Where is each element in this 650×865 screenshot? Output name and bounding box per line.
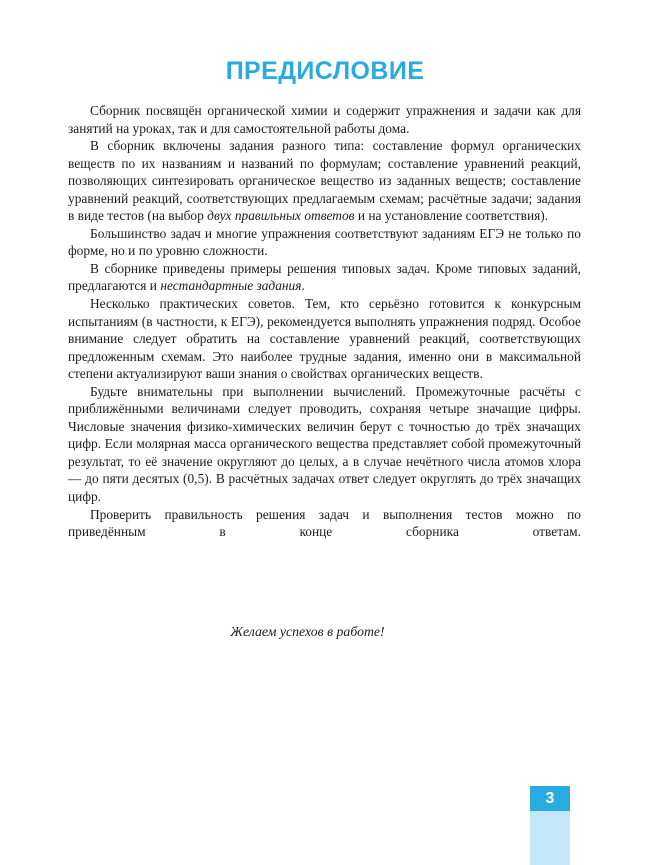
closing-wish-line: Желаем успехов в работе! (230, 624, 385, 639)
page-title: ПРЕДИСЛОВИЕ (225, 57, 425, 85)
page-number-tab (530, 786, 570, 811)
paragraph-2-lead: В сборник включены задания разного типа: составление формул органических веществ по их названиям и названий по формулам; составление уравнений реакций, позволяющих синтезировать органическое вещество из заданных веществ; составление уравнений реакций, соответствующих предлагаемым схемам; расчётные задачи; задания в виде тестов (на выбор (68, 138, 581, 224)
paragraph-3-text: Большинство задач и многие упражнения соответствуют заданиям ЕГЭ не только по форме, но и по уровню сложности. (68, 225, 581, 259)
paragraph-7-text: Проверить правильность решения задач и выполнения тестов можно по приведённым в конце сборника ответам. (68, 506, 581, 540)
paragraph-4 (68, 260, 581, 295)
paragraph-6 (68, 383, 581, 506)
paragraph-4-emphasis: нестандартные задания (160, 278, 302, 294)
paragraph-7 (68, 506, 581, 541)
paragraph-3 (68, 225, 581, 260)
page-marker-bar (530, 811, 570, 865)
paragraph-6-text: Будьте внимательны при выполнении вычислений. Промежуточные расчёты с приближёнными величинами следует проводить, сохраняя четыре значащие цифры. Числовые значения физико-химических величин берут с точностью до трёх значащих цифр. Если молярная масса органического вещества представляет собой промежуточный результат, то её значение округляют до целых, а в случае нечётного числа атомов хлора — до пяти десятых (0,5). В расчётных задачах ответ следует округлять до трёх значащих цифр. (68, 383, 581, 505)
paragraph-4-tail: . (301, 278, 305, 294)
page-number-marker (530, 786, 570, 865)
paragraph-5 (68, 295, 581, 383)
body-text-block (68, 102, 581, 541)
paragraph-5-text: Несколько практических советов. Тем, кто серьёзно готовится к конкурсным испытаниям (в частности, к ЕГЭ), рекомендуется выполнять упражнения подряд. Особое внимание следует обратить на составление уравнений реакций, соответствующих предложенным схемам. Это наиболее трудные задания, именно они в максимальной степени актуализируют ваши знания о свойствах органических веществ. (68, 296, 581, 382)
paragraph-1-text: Сборник посвящён органической химии и содержит упражнения и задачи как для занятий на уроках, так и для самостоятельной работы дома. (68, 103, 581, 136)
page-number-label: 3 (545, 789, 555, 807)
paragraph-1 (68, 102, 581, 137)
paragraph-2 (68, 137, 581, 225)
paragraph-4-lead: В сборнике приведены примеры решения типовых задач. Кроме типовых заданий, предлагаются и (68, 260, 581, 294)
paragraph-2-tail: и на установление соответствия). (354, 208, 549, 224)
paragraph-2-emphasis: двух правильных ответов (207, 208, 355, 224)
